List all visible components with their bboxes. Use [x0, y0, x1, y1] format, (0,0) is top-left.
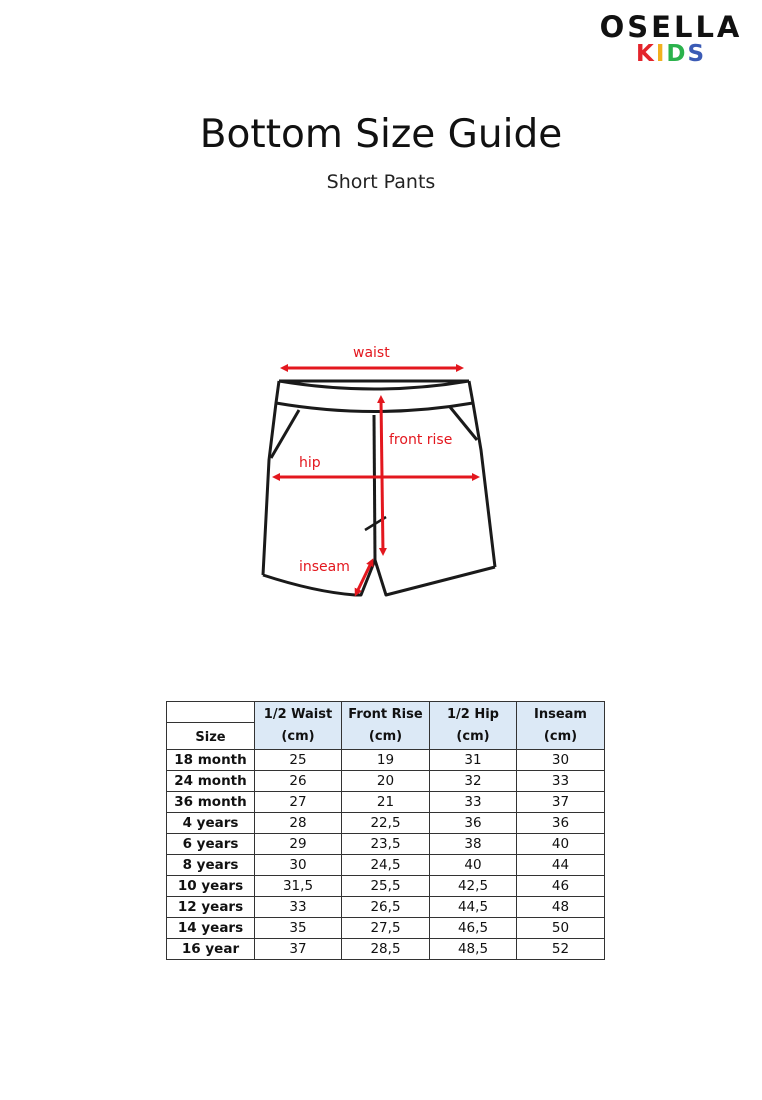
- size-cell: 16 year: [167, 939, 255, 960]
- waist-cell: 33: [255, 897, 342, 918]
- inseam-cell: 40: [517, 834, 605, 855]
- hip-cell: 32: [430, 771, 517, 792]
- size-cell: 24 month: [167, 771, 255, 792]
- front-rise-cell: 26,5: [342, 897, 430, 918]
- waist-cell: 30: [255, 855, 342, 876]
- inseam-cell: 30: [517, 750, 605, 771]
- brand-sub-letter: K: [636, 41, 656, 67]
- inseam-cell: 33: [517, 771, 605, 792]
- column-header-hip: 1/2 Hip (cm): [430, 702, 517, 750]
- inseam-cell: 48: [517, 897, 605, 918]
- front-rise-cell: 21: [342, 792, 430, 813]
- inseam-cell: 46: [517, 876, 605, 897]
- table-header-row: [167, 702, 605, 750]
- table-row: [167, 918, 605, 939]
- waist-cell: 31,5: [255, 876, 342, 897]
- inseam-cell: 37: [517, 792, 605, 813]
- waist-cell: 35: [255, 918, 342, 939]
- page-subtitle: Short Pants: [326, 171, 436, 193]
- front-rise-cell: 22,5: [342, 813, 430, 834]
- column-header-inseam: Inseam (cm): [517, 702, 605, 750]
- waist-cell: 37: [255, 939, 342, 960]
- hip-label: hip: [299, 455, 321, 471]
- size-cell: 12 years: [167, 897, 255, 918]
- size-table: [166, 701, 605, 960]
- front-rise-label: front rise: [389, 432, 453, 448]
- brand-sub: [630, 42, 746, 66]
- front-rise-cell: 28,5: [342, 939, 430, 960]
- brand-sub-letter: S: [687, 41, 707, 67]
- table-row: [167, 750, 605, 771]
- column-header-waist: 1/2 Waist (cm): [255, 702, 342, 750]
- hip-cell: 36: [430, 813, 517, 834]
- inseam-cell: 50: [517, 918, 605, 939]
- table-row: [167, 834, 605, 855]
- size-cell: 14 years: [167, 918, 255, 939]
- table-row: [167, 897, 605, 918]
- hip-cell: 48,5: [430, 939, 517, 960]
- front-rise-cell: 19: [342, 750, 430, 771]
- brand-logo: [596, 12, 746, 66]
- hip-cell: 46,5: [430, 918, 517, 939]
- size-cell: 10 years: [167, 876, 255, 897]
- hip-cell: 42,5: [430, 876, 517, 897]
- brand-sub-letter: D: [666, 41, 688, 67]
- hip-cell: 44,5: [430, 897, 517, 918]
- waist-cell: 25: [255, 750, 342, 771]
- size-cell: 36 month: [167, 792, 255, 813]
- shorts-illustration-icon: [255, 340, 505, 610]
- column-header-size: Size: [167, 702, 255, 750]
- waist-cell: 26: [255, 771, 342, 792]
- brand-sub-letter: I: [655, 41, 667, 67]
- size-cell: 8 years: [167, 855, 255, 876]
- size-cell: 18 month: [167, 750, 255, 771]
- front-rise-cell: 27,5: [342, 918, 430, 939]
- inseam-cell: 44: [517, 855, 605, 876]
- column-header-front-rise: Front Rise (cm): [342, 702, 430, 750]
- front-rise-cell: 25,5: [342, 876, 430, 897]
- waist-cell: 29: [255, 834, 342, 855]
- size-cell: 6 years: [167, 834, 255, 855]
- brand-name: OSELLA: [599, 10, 743, 44]
- front-rise-cell: 23,5: [342, 834, 430, 855]
- shorts-diagram: [255, 340, 505, 610]
- table-row: [167, 771, 605, 792]
- waist-label: waist: [353, 345, 390, 361]
- size-cell: 4 years: [167, 813, 255, 834]
- hip-cell: 38: [430, 834, 517, 855]
- page-title: Bottom Size Guide: [199, 112, 563, 157]
- hip-cell: 33: [430, 792, 517, 813]
- front-rise-cell: 24,5: [342, 855, 430, 876]
- hip-cell: 31: [430, 750, 517, 771]
- front-rise-cell: 20: [342, 771, 430, 792]
- inseam-cell: 52: [517, 939, 605, 960]
- table-row: [167, 813, 605, 834]
- table-row: [167, 792, 605, 813]
- inseam-cell: 36: [517, 813, 605, 834]
- inseam-label: inseam: [299, 559, 350, 575]
- waist-cell: 28: [255, 813, 342, 834]
- table-row: [167, 876, 605, 897]
- table-row: [167, 855, 605, 876]
- waist-cell: 27: [255, 792, 342, 813]
- table-row: [167, 939, 605, 960]
- hip-cell: 40: [430, 855, 517, 876]
